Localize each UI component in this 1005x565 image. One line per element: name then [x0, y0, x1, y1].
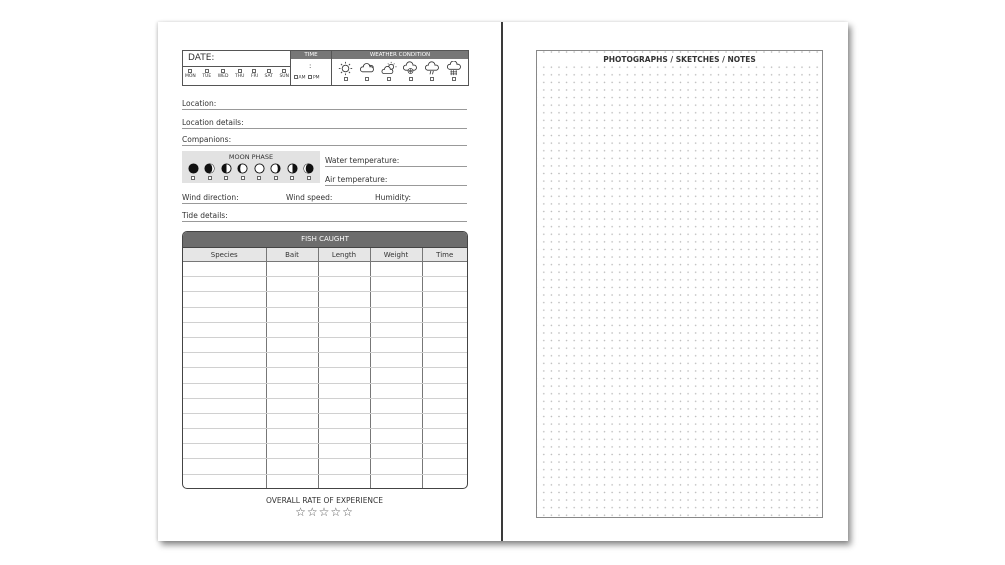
table-row — [183, 368, 467, 383]
table-cell[interactable] — [370, 459, 422, 474]
tide-details-field[interactable] — [182, 209, 467, 222]
table-cell[interactable] — [422, 398, 467, 413]
table-cell[interactable] — [318, 353, 370, 368]
table-cell[interactable] — [266, 368, 318, 383]
table-cell[interactable] — [318, 383, 370, 398]
waning-crescent-icon — [303, 163, 314, 174]
table-cell[interactable] — [183, 337, 266, 352]
table-cell[interactable] — [422, 307, 467, 322]
moon-phase-box — [182, 151, 320, 183]
day-tue[interactable]: TUE — [202, 69, 211, 79]
table-row — [183, 322, 467, 337]
companions-label: Companions: — [182, 135, 232, 144]
table-row — [183, 353, 467, 368]
table-cell[interactable] — [266, 429, 318, 444]
air-temperature-field[interactable] — [325, 174, 467, 186]
checkbox[interactable] — [191, 176, 195, 180]
table-cell[interactable] — [318, 337, 370, 352]
checkbox[interactable] — [344, 77, 348, 81]
time-section — [291, 51, 332, 85]
column-header-weight: Weight — [370, 248, 422, 262]
table-cell[interactable] — [422, 413, 467, 428]
day-fri[interactable]: FRI — [251, 69, 258, 79]
fish-caught-title: FISH CAUGHT — [183, 232, 467, 248]
table-cell[interactable] — [370, 337, 422, 352]
table-cell[interactable] — [370, 353, 422, 368]
journal-spread — [158, 22, 848, 541]
sunny-icon — [337, 61, 354, 76]
table-row — [183, 398, 467, 413]
waxing-crescent-icon — [204, 163, 215, 174]
table-cell[interactable] — [183, 307, 266, 322]
table-cell[interactable] — [183, 398, 266, 413]
dot-grid-notes-area[interactable] — [536, 50, 823, 518]
checkbox[interactable] — [241, 176, 245, 180]
table-cell[interactable] — [266, 383, 318, 398]
date-label: DATE: — [188, 53, 215, 63]
checkbox[interactable] — [294, 75, 298, 79]
table-cell[interactable] — [370, 262, 422, 277]
location-field[interactable] — [182, 99, 467, 110]
moon-phase-title: MOON PHASE — [228, 153, 274, 161]
day-sun[interactable]: SUN — [279, 69, 289, 79]
table-cell[interactable] — [266, 459, 318, 474]
table-cell[interactable] — [266, 444, 318, 459]
checkbox[interactable] — [452, 77, 456, 81]
weekday-checkboxes — [185, 69, 289, 79]
fish-table-body — [183, 262, 467, 490]
column-header-length: Length — [318, 248, 370, 262]
table-cell[interactable] — [266, 337, 318, 352]
column-header-time: Time — [422, 248, 467, 262]
day-mon[interactable]: MON — [185, 69, 196, 79]
rating-stars[interactable]: ☆☆☆☆☆ — [295, 505, 354, 519]
last-quarter-icon — [287, 163, 298, 174]
table-row — [183, 413, 467, 428]
table-row — [183, 337, 467, 352]
table-cell[interactable] — [183, 322, 266, 337]
checkbox[interactable] — [282, 69, 286, 73]
table-cell[interactable] — [422, 262, 467, 277]
table-cell[interactable] — [318, 277, 370, 292]
water-temperature-label: Water temperature: — [325, 156, 400, 165]
partly-cloudy-icon — [359, 61, 376, 76]
left-page — [158, 22, 501, 541]
date-section — [183, 51, 291, 85]
table-cell[interactable] — [370, 444, 422, 459]
table-cell[interactable] — [266, 262, 318, 277]
table-row — [183, 307, 467, 322]
table-row — [183, 444, 467, 459]
location-details-field[interactable] — [182, 116, 467, 129]
rain-cloud-icon — [424, 61, 441, 76]
table-cell[interactable] — [266, 277, 318, 292]
fish-table — [183, 248, 467, 489]
checkbox[interactable] — [188, 69, 192, 73]
table-row — [183, 459, 467, 474]
checkbox[interactable] — [274, 176, 278, 180]
checkbox[interactable] — [252, 69, 256, 73]
table-cell[interactable] — [422, 444, 467, 459]
table-cell[interactable] — [318, 322, 370, 337]
table-row — [183, 292, 467, 307]
am-option[interactable]: AM — [294, 75, 305, 81]
table-cell[interactable] — [183, 429, 266, 444]
table-cell[interactable] — [422, 474, 467, 489]
table-cell[interactable] — [370, 429, 422, 444]
table-cell[interactable] — [266, 474, 318, 489]
checkbox[interactable] — [365, 77, 369, 81]
table-cell[interactable] — [370, 307, 422, 322]
table-cell[interactable] — [422, 368, 467, 383]
header-box — [182, 50, 469, 86]
table-cell[interactable] — [266, 292, 318, 307]
table-cell[interactable] — [183, 368, 266, 383]
table-cell[interactable] — [422, 383, 467, 398]
table-cell[interactable] — [422, 459, 467, 474]
checkbox[interactable] — [290, 176, 294, 180]
wind-speed-label: Wind speed: — [286, 193, 333, 202]
pm-option[interactable]: PM — [308, 75, 319, 81]
table-cell[interactable] — [183, 413, 266, 428]
table-cell[interactable] — [370, 322, 422, 337]
table-cell[interactable] — [370, 277, 422, 292]
day-sat[interactable]: SAT — [265, 69, 273, 79]
checkbox[interactable] — [208, 176, 212, 180]
table-cell[interactable] — [318, 429, 370, 444]
rating-title: OVERALL RATE OF EXPERIENCE — [265, 496, 384, 505]
time-caption: TIME — [291, 51, 331, 59]
checkbox[interactable] — [387, 77, 391, 81]
full-moon-icon — [254, 163, 265, 174]
table-cell[interactable] — [183, 444, 266, 459]
table-cell[interactable] — [422, 277, 467, 292]
waning-gibbous-icon — [270, 163, 281, 174]
air-temperature-label: Air temperature: — [325, 175, 388, 184]
right-page — [503, 22, 848, 541]
table-cell[interactable] — [266, 413, 318, 428]
sun-behind-cloud-icon — [381, 61, 398, 76]
table-cell[interactable] — [266, 322, 318, 337]
table-cell[interactable] — [318, 459, 370, 474]
checkbox[interactable] — [409, 77, 413, 81]
table-row — [183, 474, 467, 489]
notes-title: PHOTOGRAPHS / SKETCHES / NOTES — [537, 54, 822, 65]
table-cell[interactable] — [370, 292, 422, 307]
table-cell[interactable] — [183, 383, 266, 398]
tide-details-label: Tide details: — [182, 211, 228, 220]
table-cell[interactable] — [183, 277, 266, 292]
storm-cloud-icon — [446, 61, 463, 76]
table-cell[interactable] — [370, 383, 422, 398]
table-cell[interactable] — [422, 353, 467, 368]
companions-field[interactable] — [182, 133, 467, 146]
table-row — [183, 429, 467, 444]
weather-caption: WEATHER CONDITION — [332, 51, 468, 59]
time-colon: : — [309, 62, 312, 70]
table-cell[interactable] — [318, 444, 370, 459]
table-cell[interactable] — [318, 292, 370, 307]
checkbox[interactable] — [308, 75, 312, 79]
column-header-bait: Bait — [266, 248, 318, 262]
checkbox[interactable] — [221, 69, 225, 73]
table-cell[interactable] — [370, 413, 422, 428]
table-cell[interactable] — [318, 413, 370, 428]
checkbox[interactable] — [205, 69, 209, 73]
new-moon-icon — [188, 163, 199, 174]
table-row — [183, 277, 467, 292]
table-cell[interactable] — [183, 353, 266, 368]
wind-humidity-row[interactable] — [182, 191, 467, 204]
snow-cloud-icon — [402, 61, 419, 76]
humidity-label: Humidity: — [375, 193, 411, 202]
table-cell[interactable] — [266, 307, 318, 322]
weather-section — [332, 51, 468, 85]
table-cell[interactable] — [370, 474, 422, 489]
table-cell[interactable] — [318, 262, 370, 277]
table-cell[interactable] — [318, 307, 370, 322]
table-cell[interactable] — [266, 398, 318, 413]
location-details-label: Location details: — [182, 118, 244, 127]
table-cell[interactable] — [318, 474, 370, 489]
day-thu[interactable]: THU — [235, 69, 244, 79]
table-cell[interactable] — [370, 398, 422, 413]
checkbox[interactable] — [430, 77, 434, 81]
table-cell[interactable] — [183, 292, 266, 307]
water-temperature-field[interactable] — [325, 155, 467, 167]
checkbox[interactable] — [307, 176, 311, 180]
checkbox[interactable] — [257, 176, 261, 180]
table-row — [183, 383, 467, 398]
table-cell[interactable] — [183, 474, 266, 489]
day-wed[interactable]: WED — [218, 69, 229, 79]
first-quarter-icon — [221, 163, 232, 174]
waxing-gibbous-icon — [237, 163, 248, 174]
checkbox[interactable] — [238, 69, 242, 73]
table-cell[interactable] — [183, 262, 266, 277]
table-cell[interactable] — [422, 337, 467, 352]
checkbox[interactable] — [267, 69, 271, 73]
fish-caught-table — [182, 231, 468, 489]
table-cell[interactable] — [370, 368, 422, 383]
table-cell[interactable] — [422, 322, 467, 337]
column-header-species: Species — [183, 248, 266, 262]
table-cell[interactable] — [318, 398, 370, 413]
checkbox[interactable] — [224, 176, 228, 180]
table-cell[interactable] — [422, 292, 467, 307]
table-cell[interactable] — [318, 368, 370, 383]
table-cell[interactable] — [422, 429, 467, 444]
table-row — [183, 262, 467, 277]
location-label: Location: — [182, 99, 217, 108]
table-cell[interactable] — [266, 353, 318, 368]
wind-direction-label: Wind direction: — [182, 193, 239, 202]
table-cell[interactable] — [183, 459, 266, 474]
